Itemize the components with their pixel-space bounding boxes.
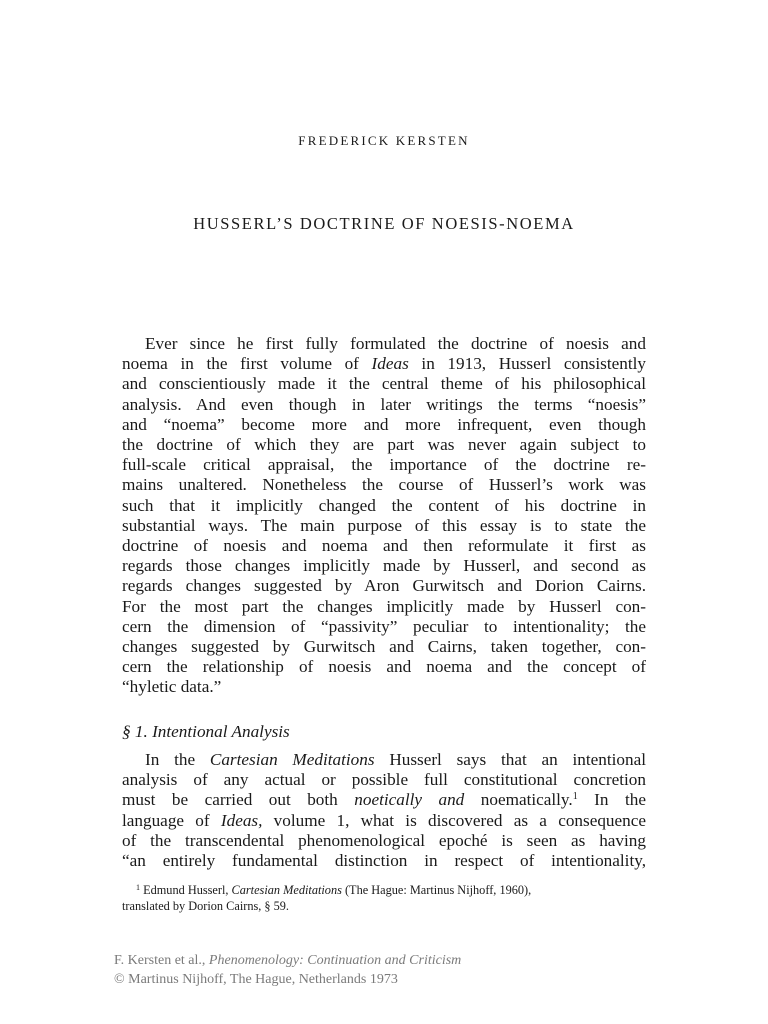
text-line: Ever since he first fully formulated the doctrine of noesis and bbox=[145, 334, 646, 353]
text-line: cern the relationship of noesis and noema and the concept of bbox=[122, 657, 646, 677]
italic-title: Cartesian Meditations bbox=[231, 883, 342, 897]
text-line: analysis. And even though in later writings the terms “noesis” bbox=[122, 394, 646, 414]
text-line: regards changes suggested by Aron Gurwitsch and Dorion Cairns. bbox=[122, 576, 646, 596]
citation-line bbox=[114, 951, 461, 970]
text-line: of the transcendental phenomenological epoché is seen as having bbox=[122, 830, 646, 850]
text-line: regards those changes implicitly made by Husserl, and second as bbox=[122, 556, 646, 576]
text-segment: Edmund Husserl, bbox=[140, 883, 232, 897]
text-line bbox=[122, 811, 646, 831]
text-segment: In the bbox=[145, 750, 210, 769]
text-line: doctrine of noesis and noema and then reformulate it first as bbox=[122, 536, 646, 556]
italic-title: Cartesian Meditations bbox=[209, 750, 375, 769]
footnote-marker: 1 bbox=[136, 883, 140, 892]
text-line: For the most part the changes implicitly made by Husserl con- bbox=[122, 596, 646, 616]
section-paragraph bbox=[122, 750, 646, 871]
text-line: “hyletic data.” bbox=[122, 677, 222, 697]
footnote bbox=[122, 882, 646, 914]
text-line bbox=[122, 354, 646, 374]
text-line bbox=[122, 750, 646, 770]
text-segment: noematically. bbox=[464, 790, 573, 810]
text-segment: Husserl says that an intentional bbox=[374, 750, 646, 769]
abstract-paragraph bbox=[122, 334, 646, 698]
author-name: FREDERICK KERSTEN bbox=[298, 133, 470, 148]
text-segment: must be carried out both bbox=[122, 790, 355, 810]
text-line: changes suggested by Gurwitsch and Cairns, taken together, con- bbox=[122, 637, 646, 657]
footnote-reference[interactable]: 1 bbox=[572, 791, 578, 803]
text-line: full-scale critical appraisal, the importance of the doctrine re- bbox=[122, 455, 646, 475]
italic-title: Ideas, bbox=[220, 810, 263, 830]
italic-title: Ideas bbox=[371, 354, 409, 374]
text-segment: in 1913, Husserl consistently bbox=[408, 354, 646, 374]
text-line: mains unaltered. Nonetheless the course of Husserl’s work was bbox=[122, 475, 646, 495]
text-line bbox=[122, 790, 646, 810]
footnote-line: translated by Dorion Cairns, § 59. bbox=[122, 899, 290, 913]
text-segment: noema in the first volume of bbox=[122, 354, 372, 374]
text-line: and “noema” become more and more infrequent, even though bbox=[122, 414, 646, 434]
book-title: Phenomenology: Continuation and Criticism bbox=[208, 953, 462, 968]
text-line: cern the dimension of “passivity” peculiar to intentionality; the bbox=[122, 616, 646, 636]
text-segment: language of bbox=[122, 810, 221, 830]
text-segment: volume 1, what is discovered as a consequence bbox=[262, 810, 646, 830]
text-segment: F. Kersten et al., bbox=[114, 953, 209, 968]
text-line: such that it implicitly changed the content of his doctrine in bbox=[122, 495, 646, 515]
text-segment: In the bbox=[577, 790, 646, 810]
copyright-line: © Martinus Nijhoff, The Hague, Netherlands 1973 bbox=[114, 972, 398, 987]
footnote-line bbox=[122, 882, 646, 898]
section-heading: § 1. Intentional Analysis bbox=[122, 722, 290, 741]
text-segment: (The Hague: Martinus Nijhoff, 1960), bbox=[341, 883, 532, 897]
text-line: “an entirely fundamental distinction in respect of intentionality, bbox=[122, 851, 646, 871]
article-title: HUSSERL’S DOCTRINE OF NOESIS-NOEMA bbox=[193, 214, 575, 233]
text-line: substantial ways. The main purpose of this essay is to state the bbox=[122, 515, 646, 535]
publisher-info bbox=[114, 951, 461, 989]
text-line: analysis of any actual or possible full constitutional concretion bbox=[122, 770, 646, 790]
text-line: and conscientiously made it the central theme of his philosophical bbox=[122, 374, 646, 394]
text-line: the doctrine of which they are part was never again subject to bbox=[122, 435, 646, 455]
italic-phrase: noetically and bbox=[354, 790, 465, 810]
